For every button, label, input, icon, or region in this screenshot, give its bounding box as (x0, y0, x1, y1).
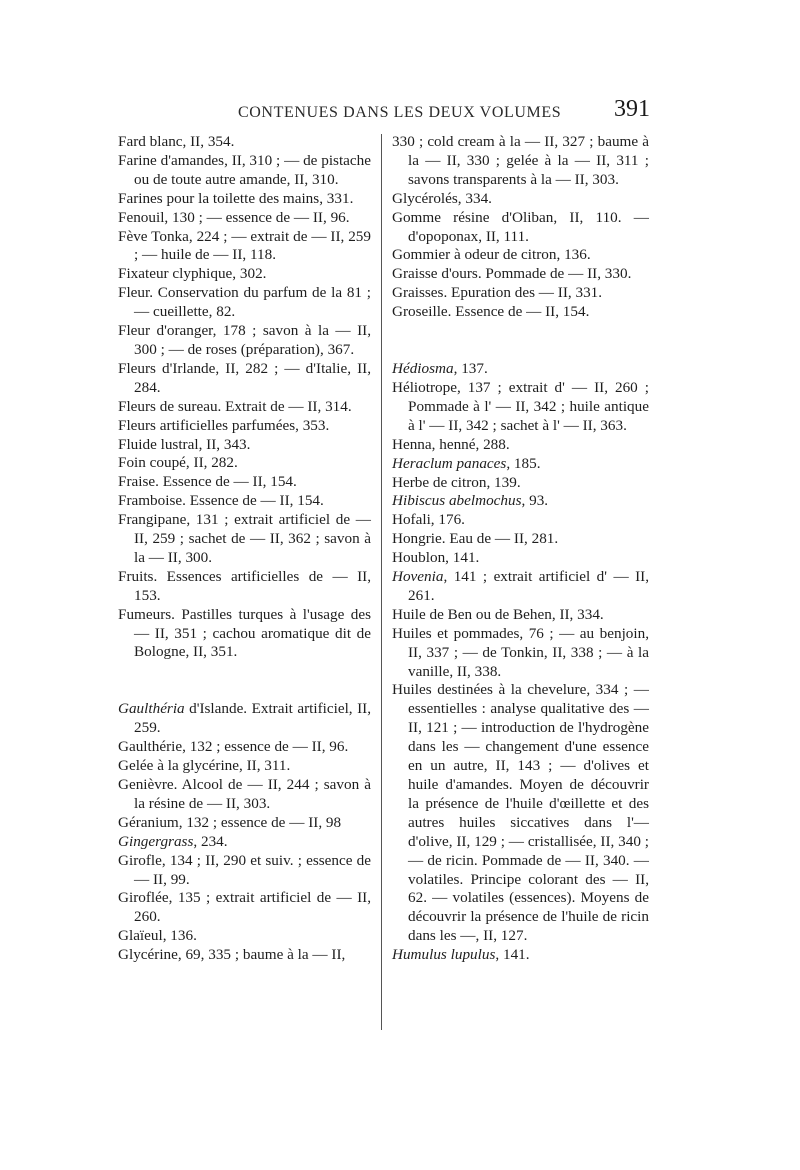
index-entry: Framboise. Essence de — II, 154. (118, 492, 324, 510)
index-entry: Fleurs d'Irlande, II, 282 ; — d'Italie, II, 284. (118, 359, 371, 396)
entry-text: , 93. (521, 492, 549, 510)
index-entry: Herbe de citron, 139. (392, 473, 521, 491)
index-entry: Gommier à odeur de citron, 136. (392, 246, 591, 264)
index-entry: Girofle, 134 ; II, 290 et suiv. ; essence de — II, 99. (118, 851, 371, 888)
entry-text: , 141. (495, 946, 530, 964)
index-entry (118, 700, 371, 738)
index-entry (392, 360, 649, 379)
index-entry: Gelée à la glycérine, II, 311. (118, 757, 291, 775)
entry-term: Hédiosma (392, 360, 454, 378)
section-gap (392, 322, 649, 360)
index-entry: Fard blanc, II, 354. (118, 133, 235, 150)
index-entry: Fleurs artificielles parfumées, 353. (118, 416, 330, 434)
index-entry: Glycérine, 69, 335 ; baume à la — II, (118, 946, 346, 964)
index-entry: Géranium, 132 ; essence de — II, 98 (118, 813, 342, 831)
index-entry: Fleur. Conservation du parfum de la 81 ; — cueillette, 82. (118, 284, 371, 321)
index-entry: Fumeurs. Pastilles turques à l'usage des — II, 351 ; cachou aromatique dit de Bologne, II, 351. (118, 605, 371, 661)
index-entry: Fixateur clyphique, 302. (118, 265, 267, 283)
index-entry: Hongrie. Eau de — II, 281. (392, 530, 559, 548)
index-entry: Fleur d'oranger, 178 ; savon à la — II, 300 ; — de roses (préparation), 367. (118, 322, 371, 358)
entry-text: , 137. (453, 360, 488, 378)
index-entry: Farines pour la toilette des mains, 331. (118, 189, 354, 207)
index-entry: Huiles destinées à la chevelure, 334 ; — essentielles : analyse qualitative des — II, 121 ; — introduction de l'hydrogène dans les — changement d'une essence en un autre, II, 143 ; — d'olives et huile d'amandes. Moyen de découvrir la présence de l'huile d'œillette et des autres huiles siccatives dans l'—d'olive, II, 129 ; — cristallisée, II, 340 ; — de ricin. Pommade de — II, 340. — volatiles. Principe colorant des — II, 62. — volatiles (essences). Moyens de découvrir la présence de l'huile de ricin dans les —, II, 127. (392, 681, 649, 945)
page-number: 391 (614, 96, 650, 122)
index-entry: Fraise. Essence de — II, 154. (118, 473, 297, 491)
index-entry: 330 ; cold cream à la — II, 327 ; baume à la — II, 330 ; gelée à la — II, 311 ; savons transparents à la — II, 303. (392, 133, 649, 188)
index-entry: Fenouil, 130 ; — essence de — II, 96. (118, 208, 350, 226)
index-entry: Fluide lustral, II, 343. (118, 435, 251, 453)
index-entry: Glycérolés, 334. (392, 189, 492, 207)
index-entry: Gomme résine d'Oliban, II, 110. — d'opoponax, II, 111. (392, 208, 649, 245)
index-column-right (392, 133, 649, 965)
index-entry: Gaulthérie, 132 ; essence de — II, 96. (118, 738, 349, 756)
running-head: CONTENUES DANS LES DEUX VOLUMES (238, 104, 562, 121)
index-entry (392, 492, 649, 511)
section-g (118, 700, 371, 965)
entry-text: , 185. (506, 454, 541, 472)
section-h (392, 360, 649, 965)
index-entry: Fève Tonka, 224 ; — extrait de — II, 259 ; — huile de — II, 118. (118, 227, 371, 264)
entry-term: Hovenia (392, 568, 444, 586)
entry-text: , 141 ; extrait artificiel d' — II, 261. (408, 568, 649, 604)
index-entry: Graisse d'ours. Pommade de — II, 330. (392, 265, 632, 283)
index-entry: Fruits. Essences artificielles de — II, 153. (118, 567, 371, 604)
index-entry: Henna, henné, 288. (392, 435, 510, 453)
index-entry: Graisses. Epuration des — II, 331. (392, 284, 603, 302)
section-f (118, 133, 371, 662)
index-entry: Huile de Ben ou de Behen, II, 334. (392, 605, 604, 623)
entry-text: , 234. (193, 832, 228, 850)
index-entry: Héliotrope, 137 ; extrait d' — II, 260 ; Pommade à l' — II, 342 ; huile antique à l' — II, 342 ; sachet à l' — II, 363. (392, 378, 649, 434)
entry-text: d'Islande. Extrait artificiel, II, 259. (134, 700, 371, 737)
index-entry (392, 455, 649, 474)
section-g-continued (392, 133, 649, 322)
index-entry (118, 833, 371, 852)
section-gap (118, 662, 371, 700)
index-entry (392, 946, 649, 965)
index-entry: Foin coupé, II, 282. (118, 454, 238, 472)
index-entry: Farine d'amandes, II, 310 ; — de pistache ou de toute autre amande, II, 310. (118, 151, 371, 188)
index-entry (392, 568, 649, 606)
index-entry: Groseille. Essence de — II, 154. (392, 303, 590, 321)
entry-term: Humulus lupulus (392, 946, 496, 964)
index-entry: Houblon, 141. (392, 549, 480, 567)
index-entry: Huiles et pommades, 76 ; — au benjoin, II, 337 ; — de Tonkin, II, 338 ; — à la vanille, II, 338. (392, 624, 649, 680)
index-entry: Fleurs de sureau. Extrait de — II, 314. (118, 397, 352, 415)
index-entry: Frangipane, 131 ; extrait artificiel de — II, 259 ; sachet de — II, 362 ; savon à la — II, 300. (118, 511, 371, 566)
entry-term: Gaulthéria (118, 700, 185, 718)
entry-term: Hibiscus abelmochus (392, 492, 522, 510)
index-entry: Glaïeul, 136. (118, 927, 197, 945)
index-entry: Giroflée, 135 ; extrait artificiel de — II, 260. (118, 889, 371, 926)
index-entry: Genièvre. Alcool de — II, 244 ; savon à la résine de — II, 303. (118, 776, 371, 812)
column-divider (381, 134, 382, 1030)
entry-term: Gingergrass (118, 832, 194, 850)
index-column-left (118, 133, 371, 965)
entry-term: Heraclum panaces (392, 454, 507, 472)
index-entry: Hofali, 176. (392, 511, 465, 529)
page-header (118, 98, 648, 128)
